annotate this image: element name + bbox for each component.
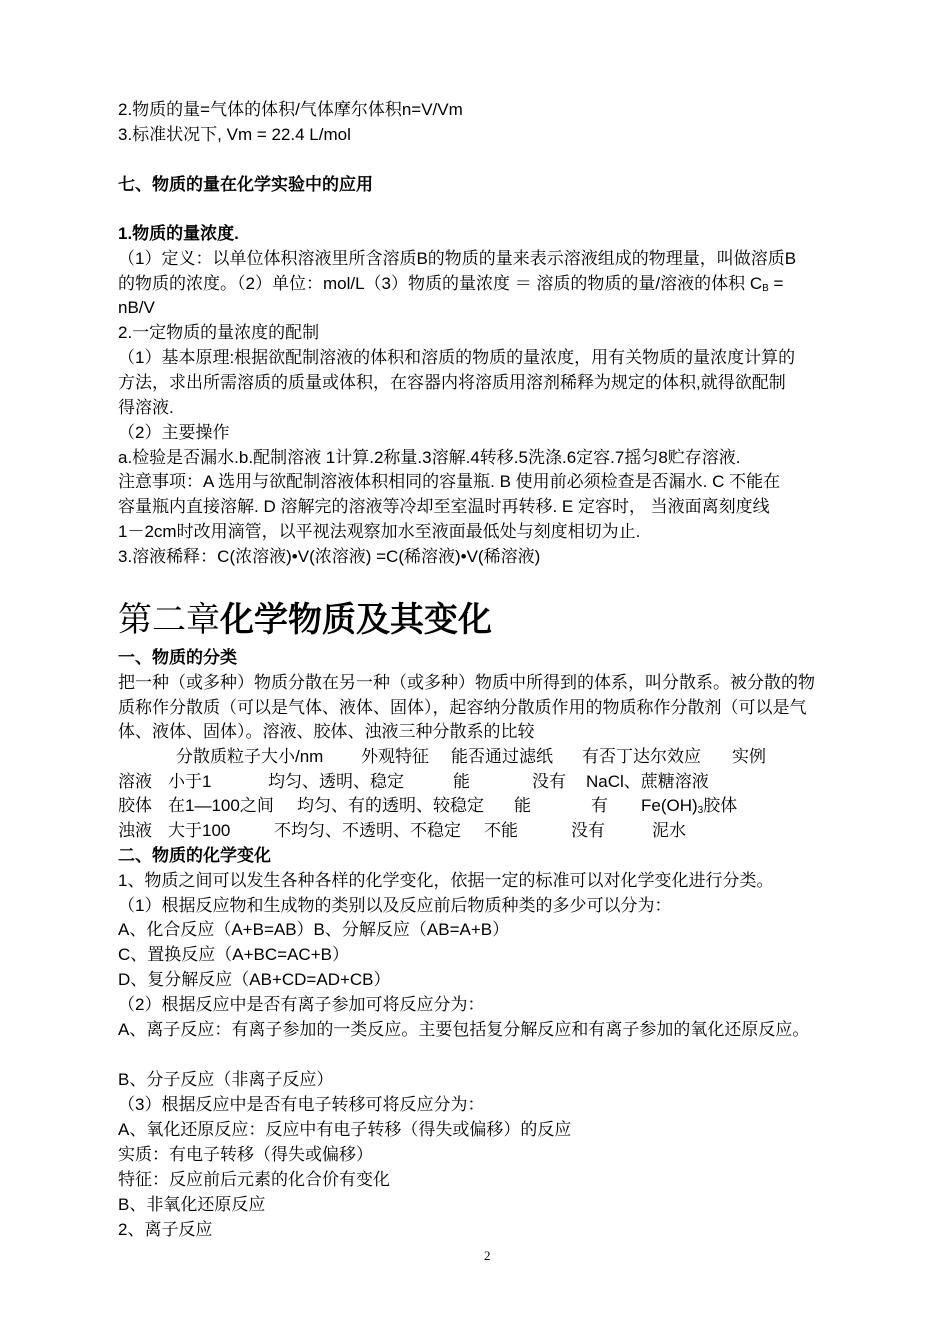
text-line: A、化合反应（A+B=AB）B、分解反应（AB=A+B） [118,920,510,939]
text-line: 容量瓶内直接溶解. D 溶解完的溶液等冷却至室温时再转移. E 定容时， 当液面离刻度线 [118,497,770,516]
table-cell: 有 [591,796,608,815]
text-line: C、置换反应（A+BC=AC+B） [118,945,349,964]
table-cell: 均匀、透明、稳定 [268,772,404,791]
text-line: 2.物质的量=气体的体积/气体摩尔体积n=V/Vm [118,100,463,119]
table-header: 能否通过滤纸 [451,747,553,766]
text-line: 质称作分散质（可以是气体、液体、固体），起容纳分散质作用的物质称作分散剂（可以是气 [118,698,807,717]
text-line: 把一种（或多种）物质分散在另一种（或多种）物质中所得到的体系，叫分散系。被分散的物 [118,673,815,692]
section-heading: 七、物质的量在化学实验中的应用 [118,175,373,194]
text-line: 注意事项：A 选用与欲配制溶液体积相同的容量瓶. B 使用前必须检查是否漏水. C 不能在 [118,472,781,491]
chapter-title [118,598,492,642]
table-cell: 大于100 [168,821,231,840]
text-line: 体、液体、固体）。溶液、胶体、浊液三种分散系的比较 [118,722,535,741]
formula: Fe(OH) [641,796,698,815]
table-cell: 浊液 [118,821,152,840]
text-line: 1、物质之间可以发生各种各样的化学变化，依据一定的标准可以对化学变化进行分类。 [118,871,774,890]
text-line: （2）主要操作 [118,423,230,442]
table-cell: 泥水 [652,821,686,840]
text-line: A、氧化还原反应：反应中有电子转移（得失或偏移）的反应 [118,1120,572,1139]
text-line: 方法，求出所需溶质的质量或体积，在容器内将溶质用溶剂稀释为规定的体积,就得欲配制 [118,373,786,392]
page-number: 2 [484,1248,491,1263]
text-line: （1）基本原理:根据欲配制溶液的体积和溶质的物质的量浓度，用有关物质的量浓度计算的 [118,348,796,367]
subscript: 3 [697,805,704,816]
text-line: 实质：有电子转移（得失或偏移） [118,1145,373,1164]
table-cell: 能 [453,772,470,791]
table-cell: 溶液 [118,772,152,791]
text-span: 胶体 [703,796,738,815]
table-cell: NaCl、蔗糖溶液 [586,772,709,791]
subsection-heading: 1.物质的量浓度. [118,224,239,243]
text-span: 的物质的浓度。（2）单位：mol/L（3）物质的量浓度 ＝ 溶质的物质的量/溶液的体积 C [118,274,763,293]
text-line: （1）定义：以单位体积溶液里所含溶质B的物质的量来表示溶液组成的物理量，叫做溶质B [118,249,797,268]
table-cell: 小于1 [168,772,212,791]
text-line: （3）根据反应中是否有电子转移可将反应分为： [118,1095,485,1114]
table-cell: 不能 [484,821,518,840]
text-line: 2、离子反应 [118,1220,213,1239]
table-cell: 不均匀、不透明、不稳定 [274,821,461,840]
text-line: B、非氧化还原反应 [118,1195,266,1214]
text-line: 特征：反应前后元素的化合价有变化 [118,1170,390,1189]
table-cell: 在1—100之间 [168,796,274,815]
table-cell: 均匀、有的透明、较稳定 [297,796,484,815]
text-line: （2）根据反应中是否有离子参加可将反应分为： [118,995,485,1014]
subsection-heading: 2.一定物质的量浓度的配制 [118,323,320,342]
text-line: 1－2cm时改用滴管，以平视法观察加水至液面最低处与刻度相切为止. [118,522,641,541]
table-cell: 没有 [571,821,605,840]
table-cell: 能 [514,796,531,815]
table-header: 外观特征 [361,747,429,766]
section-heading: 二、物质的化学变化 [118,846,271,865]
table-cell: 没有 [532,772,566,791]
text-span: = [768,274,784,293]
text-line: nB/V [118,298,155,317]
table-header: 分散质粒子大小/nm [176,747,324,766]
chapter-prefix: 第二章 [118,601,220,639]
text-line: 得溶液. [118,398,174,417]
chapter-name: 化学物质及其变化 [220,601,492,639]
section-heading: 一、物质的分类 [118,648,237,667]
text-line: D、复分解反应（AB+CD=AD+CB） [118,970,391,989]
table-cell: 胶体 [118,796,152,815]
subscript: B [762,283,769,294]
text-line: 3.溶液稀释：C(浓溶液)•V(浓溶液) =C(稀溶液)•V(稀溶液) [118,547,541,566]
text-line: （1）根据反应物和生成物的类别以及反应前后物质种类的多少可以分为： [118,896,672,915]
text-line [118,272,783,301]
text-line: 3.标准状况下, Vm = 22.4 L/mol [118,125,351,144]
text-line: B、分子反应（非离子反应） [118,1070,334,1089]
text-line: A、离子反应：有离子参加的一类反应。主要包括复分解反应和有离子参加的氧化还原反应。 [118,1020,810,1039]
table-header: 实例 [732,747,766,766]
table-header: 有否丁达尔效应 [582,747,701,766]
text-line: a.检验是否漏水.b.配制溶液 1计算.2称量.3溶解.4转移.5洗涤.6定容.7摇匀8贮存溶液. [118,448,741,467]
